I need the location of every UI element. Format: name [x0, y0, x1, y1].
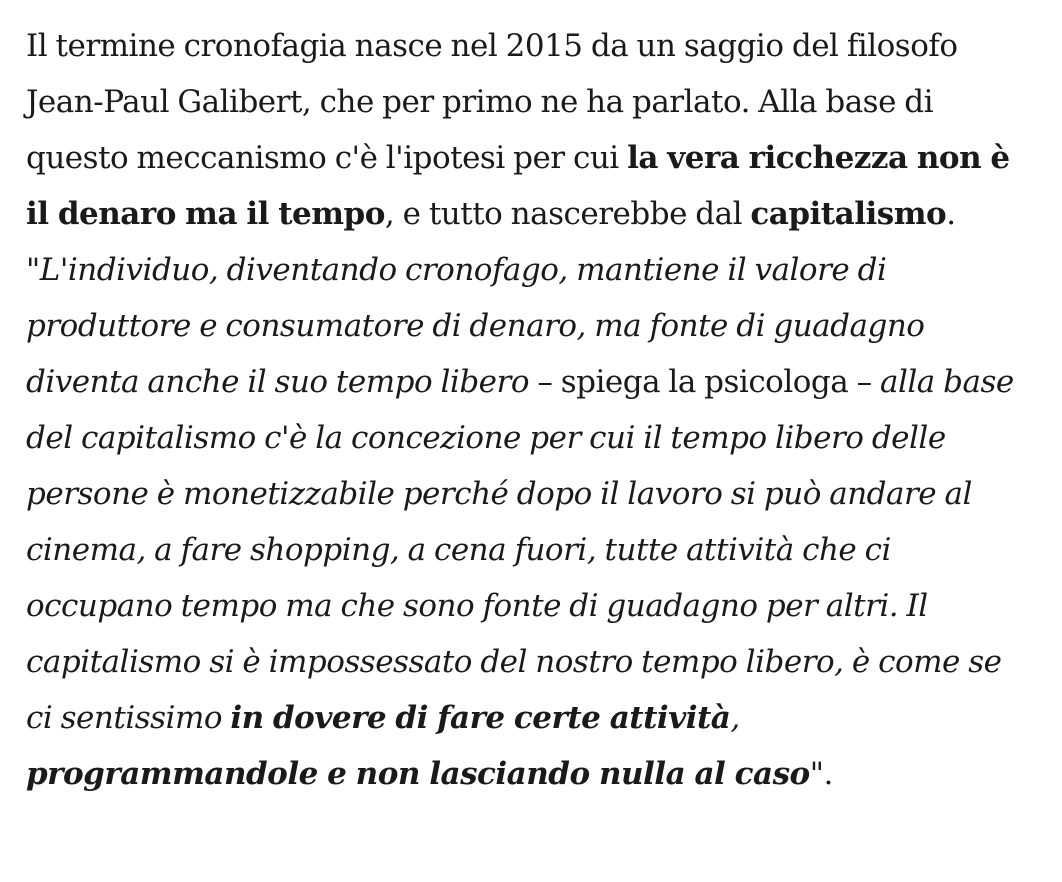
bold-phrase-capitalismo: capitalismo: [750, 196, 947, 232]
bold-italic-phrase-programmandole: programmandole e non lasciando nulla al caso: [26, 756, 810, 792]
text-segment: Il termine cronofagia nasce nel 2015 da un saggio del filosofo Jean-Paul Galibert, che per primo ne ha parlato. Alla base di questo meccanismo c'è l'ipotesi per cui: [26, 28, 958, 176]
article-paragraph: [26, 18, 1036, 802]
quote-close: ".: [809, 756, 833, 792]
text-segment: . ": [26, 196, 956, 288]
article-body: [26, 18, 1036, 802]
bold-phrase-ricchezza: la vera ricchezza non è il denaro ma il tempo: [26, 140, 1010, 232]
quote-part-1: L'individuo, diventando cronofago, mantiene il valore di produttore e consumatore di denaro, ma fonte di guadagno diventa anche il suo tempo libero: [26, 252, 925, 400]
quote-part-2: alla base del capitalismo c'è la concezione per cui il tempo libero delle persone è monetizzabile perché dopo il lavoro si può andare al cinema, a fare shopping, a cena fuori, tutte attività che ci occupano tempo ma che sono fonte di guadagno per altri. Il capitalismo si è impossessato del nostro tempo libero, è come se ci sentissimo: [26, 364, 1014, 736]
quote-comma: ,: [730, 700, 740, 736]
bold-italic-phrase-dovere: in dovere di fare certe attività: [230, 700, 731, 736]
text-segment: , e tutto nascerebbe dal: [384, 196, 751, 232]
attribution: – spiega la psicologa –: [529, 364, 880, 400]
